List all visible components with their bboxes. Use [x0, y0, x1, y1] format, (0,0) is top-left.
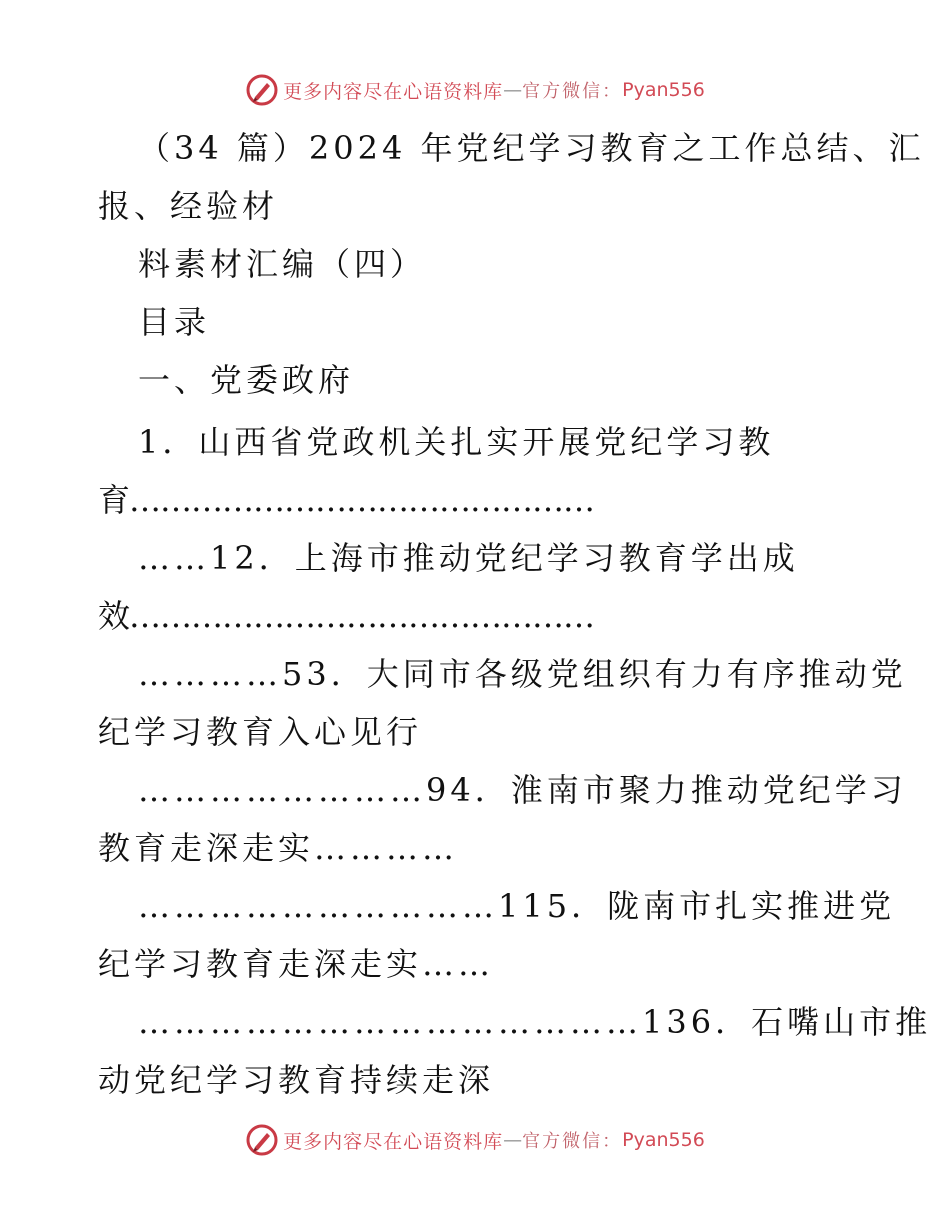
toc-entry-line: ……12．上海市推动党纪学习教育学出成	[138, 539, 799, 577]
watermark-site: 更多内容尽在心语资料库	[283, 1130, 504, 1153]
toc-section-heading: 一、党委政府	[138, 361, 355, 399]
toc-entry-line: 教育走深走实…………	[98, 829, 459, 867]
toc-entry-line: 纪学习教育走深走实……	[98, 945, 495, 983]
toc-entry-line: ……………………94．淮南市聚力推动党纪学习	[138, 771, 907, 809]
toc-entry-line: …………53．大同市各级党组织有力有序推动党	[138, 655, 907, 693]
watermark-wechat: 官方微信：	[522, 81, 623, 102]
toc-heading: 目录	[138, 303, 211, 341]
watermark-header	[0, 70, 950, 110]
toc-entry-line: 效………………………………………	[98, 597, 595, 635]
toc-entry-line: 纪学习教育入心见行	[98, 713, 423, 751]
watermark-dash: —	[503, 1129, 523, 1151]
watermark-site: 更多内容尽在心语资料库	[283, 80, 504, 103]
watermark-id: Pyan556	[622, 1129, 705, 1151]
toc-entry-line: 1．山西省党政机关扎实开展党纪学习教	[138, 423, 775, 461]
toc-entry-line: …………………………115．陇南市扎实推进党	[138, 887, 896, 925]
pen-logo-icon	[245, 73, 279, 107]
toc-entry-line: 育………………………………………	[98, 481, 595, 519]
watermark-dash: —	[503, 79, 523, 101]
doc-title-line-3: 料素材汇编（四）	[138, 245, 427, 283]
pen-logo-icon	[245, 1123, 279, 1157]
toc-entry-line: ……………………………………136．石嘴山市推	[138, 1003, 932, 1041]
doc-title-line-2: 报、经验材	[98, 187, 279, 225]
watermark-wechat: 官方微信：	[522, 1131, 623, 1152]
watermark-id: Pyan556	[622, 79, 705, 101]
toc-entry-line: 动党纪学习教育持续走深	[98, 1061, 495, 1099]
watermark-footer	[0, 1120, 950, 1160]
doc-title-line-1: （34 篇）2024 年党纪学习教育之工作总结、汇	[138, 129, 925, 167]
